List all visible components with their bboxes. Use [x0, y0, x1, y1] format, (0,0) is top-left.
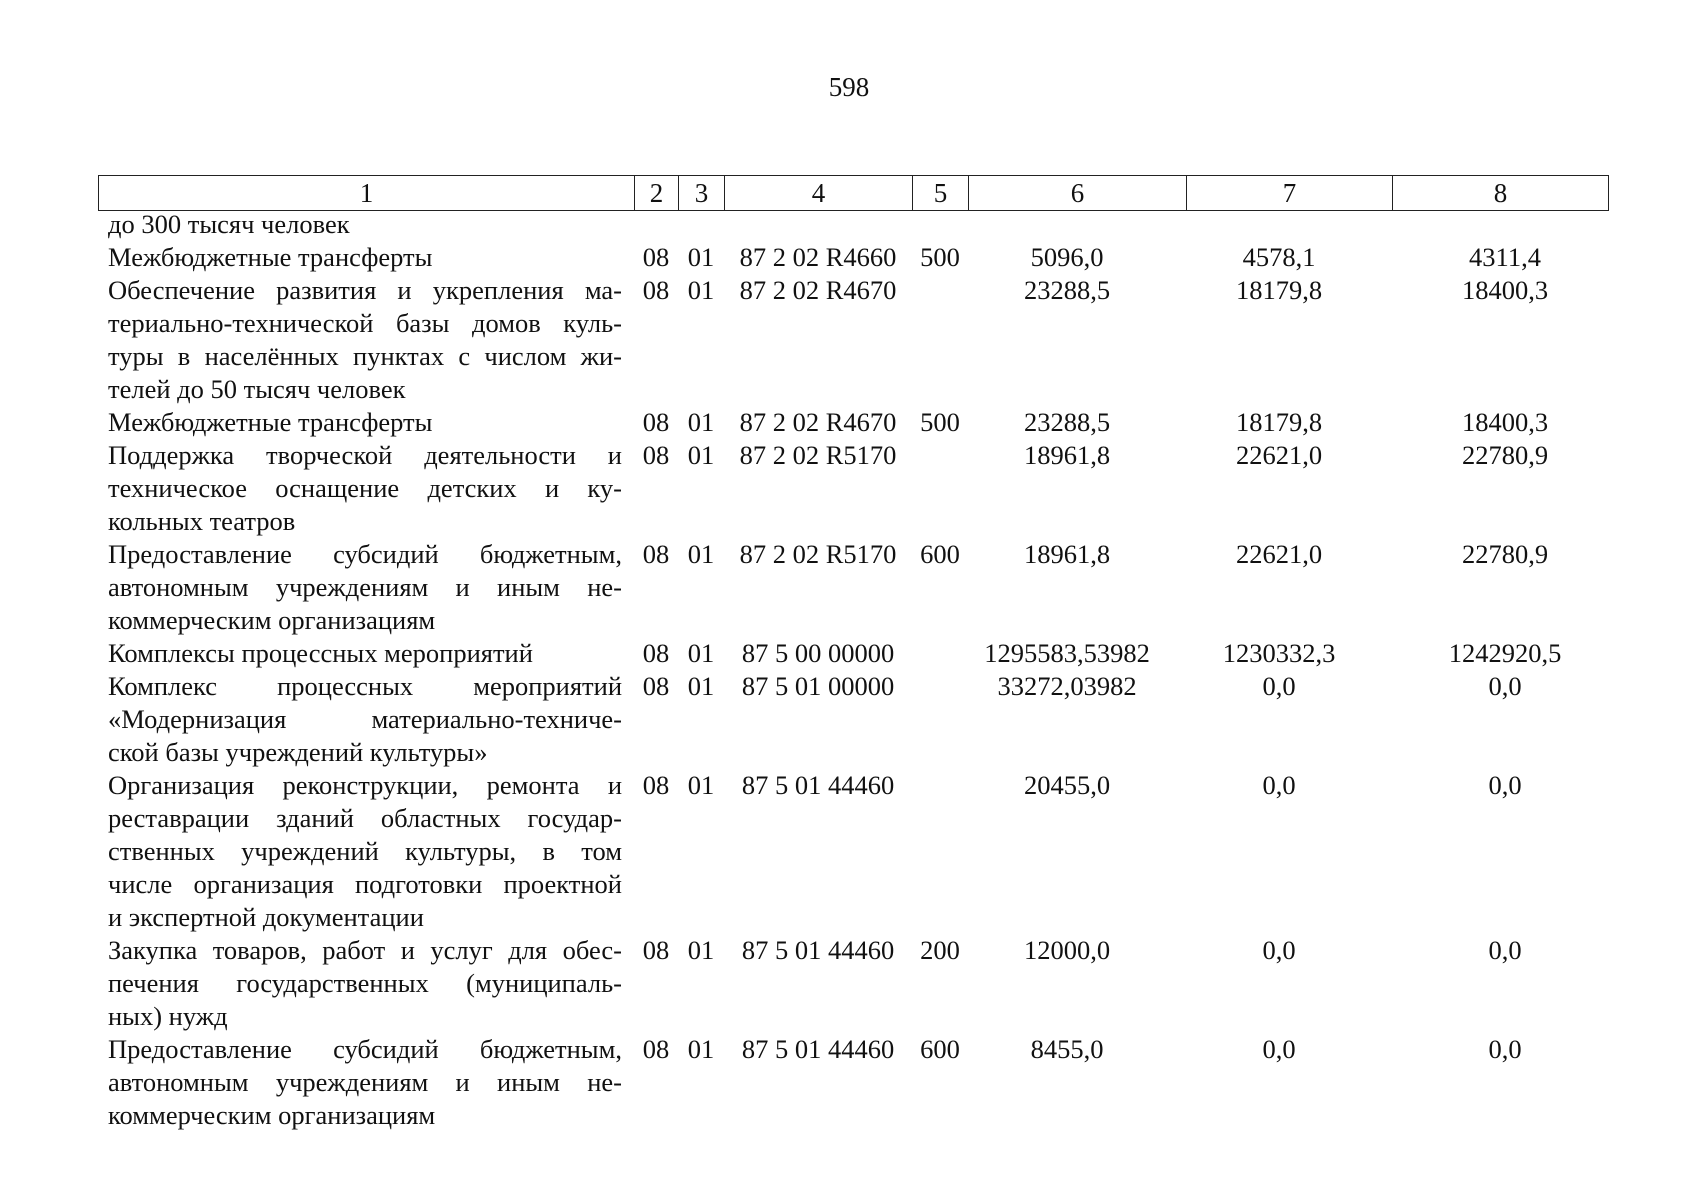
budget-table: [98, 208, 1608, 1132]
section-code-cell: 08: [642, 539, 670, 569]
amount-year2-cell: 0,0: [1262, 935, 1296, 965]
row-name-cell: [98, 538, 634, 637]
expense-type-cell: 600: [920, 1034, 960, 1064]
subsection-code-cell: 01: [687, 539, 715, 569]
row-name-cell: [98, 208, 634, 241]
row-name-line: реставрации зданий областных государ-: [108, 803, 622, 833]
amount-year3-cell: 1242920,5: [1448, 638, 1562, 668]
table-row: [98, 208, 1608, 241]
row-name-line: Обеспечение развития и укрепления ма-: [108, 275, 622, 305]
column-number-row: [99, 176, 1609, 211]
row-name-line: Межбюджетные трансферты: [108, 407, 433, 437]
section-code-cell: 08: [642, 638, 670, 668]
row-name-line: Организация реконструкции, ремонта и: [108, 770, 622, 800]
row-name-line: телей до 50 тысяч человек: [108, 374, 406, 404]
expense-type-cell: 500: [920, 242, 960, 272]
row-name-line: коммерческим организациям: [108, 605, 436, 635]
subsection-code-cell: 01: [687, 407, 715, 437]
row-name-line: автономным учреждениям и иным не-: [108, 1067, 622, 1097]
section-code-cell: 08: [642, 935, 670, 965]
row-name-line: ных) нужд: [108, 1001, 228, 1031]
target-article-cell: 87 5 01 44460: [741, 1034, 895, 1064]
amount-year1-cell: 12000,0: [1023, 935, 1111, 965]
expense-type-cell: [912, 439, 968, 538]
table-row: [98, 538, 1608, 637]
amount-year2-cell: 4578,1: [1242, 242, 1316, 272]
target-article-cell: 87 2 02 R4660: [739, 242, 897, 272]
target-article-cell: 87 5 01 44460: [741, 935, 895, 965]
table-row: [98, 406, 1608, 439]
column-number-cell: 4: [725, 176, 913, 211]
table-row: [98, 274, 1608, 406]
section-code-cell: [634, 208, 678, 241]
subsection-code-cell: 01: [687, 770, 715, 800]
subsection-code-cell: 01: [687, 275, 715, 305]
amount-year3-cell: 18400,3: [1461, 407, 1549, 437]
row-name-line: до 300 тысяч человек: [108, 209, 350, 239]
amount-year3-cell: 4311,4: [1469, 242, 1541, 272]
row-name-line: и экспертной документации: [108, 902, 424, 932]
row-name-cell: [98, 439, 634, 538]
target-article-cell: 87 5 01 00000: [741, 671, 895, 701]
row-name-cell: [98, 274, 634, 406]
table-row: [98, 1033, 1608, 1132]
target-article-cell: 87 5 01 44460: [741, 770, 895, 800]
row-name-line: туры в населённых пунктах с числом жи-: [108, 341, 622, 371]
amount-year2-cell: 18179,8: [1235, 407, 1323, 437]
amount-year1-cell: 8455,0: [1030, 1034, 1104, 1064]
amount-year3-cell: 0,0: [1488, 770, 1522, 800]
amount-year1-cell: 1295583,53982: [984, 638, 1150, 668]
table-row: [98, 769, 1608, 934]
amount-year2-cell: 1230332,3: [1222, 638, 1336, 668]
table-row: [98, 241, 1608, 274]
section-code-cell: 08: [642, 275, 670, 305]
amount-year2-cell: 0,0: [1262, 770, 1296, 800]
amount-year3-cell: 18400,3: [1461, 275, 1549, 305]
expense-type-cell: [912, 670, 968, 769]
row-name-line: Поддержка творческой деятельности и: [108, 440, 622, 470]
expense-type-cell: [912, 637, 968, 670]
row-name-cell: [98, 769, 634, 934]
amount-year2-cell: 0,0: [1262, 671, 1296, 701]
table-row: [98, 637, 1608, 670]
column-header-table: [98, 175, 1609, 211]
subsection-code-cell: 01: [687, 935, 715, 965]
target-article-cell: 87 2 02 R5170: [739, 539, 897, 569]
column-number-cell: 3: [679, 176, 725, 211]
target-article-cell: 87 2 02 R4670: [739, 407, 897, 437]
row-name-cell: [98, 670, 634, 769]
table-body: [98, 208, 1608, 1132]
amount-year2-cell: 22621,0: [1235, 440, 1323, 470]
target-article-cell: 87 2 02 R4670: [739, 275, 897, 305]
row-name-line: техническое оснащение детских и ку-: [108, 473, 622, 503]
amount-year3-cell: 0,0: [1488, 1034, 1522, 1064]
column-number-cell: 1: [99, 176, 635, 211]
amount-year1-cell: 5096,0: [1030, 242, 1104, 272]
amount-year1-cell: 23288,5: [1023, 407, 1111, 437]
row-name-cell: [98, 1033, 634, 1132]
row-name-cell: [98, 637, 634, 670]
amount-year3-cell: [1392, 208, 1608, 241]
amount-year2-cell: 18179,8: [1235, 275, 1323, 305]
expense-type-cell: [912, 208, 968, 241]
row-name-cell: [98, 934, 634, 1033]
row-name-line: Предоставление субсидий бюджетным,: [108, 1034, 622, 1064]
row-name-line: Комплексы процессных мероприятий: [108, 638, 533, 668]
amount-year2-cell: 0,0: [1262, 1034, 1296, 1064]
expense-type-cell: [912, 769, 968, 934]
section-code-cell: 08: [642, 440, 670, 470]
expense-type-cell: [912, 274, 968, 406]
row-name-line: Предоставление субсидий бюджетным,: [108, 539, 622, 569]
row-name-line: печения государственных (муниципаль-: [108, 968, 622, 998]
subsection-code-cell: 01: [687, 440, 715, 470]
column-number-cell: 7: [1187, 176, 1393, 211]
amount-year1-cell: 20455,0: [1023, 770, 1111, 800]
amount-year2-cell: [1186, 208, 1392, 241]
row-name-cell: [98, 406, 634, 439]
target-article-cell: [724, 208, 912, 241]
amount-year3-cell: 22780,9: [1461, 440, 1549, 470]
row-name-line: «Модернизация материально-техниче-: [108, 704, 622, 734]
amount-year3-cell: 0,0: [1488, 671, 1522, 701]
column-number-cell: 6: [969, 176, 1187, 211]
column-number-cell: 8: [1393, 176, 1609, 211]
row-name-line: Комплекс процессных мероприятий: [108, 671, 622, 701]
table-row: [98, 670, 1608, 769]
amount-year1-cell: 33272,03982: [997, 671, 1137, 701]
table-row: [98, 934, 1608, 1033]
column-number-cell: 2: [635, 176, 679, 211]
section-code-cell: 08: [642, 242, 670, 272]
subsection-code-cell: 01: [687, 671, 715, 701]
row-name-line: числе организация подготовки проектной: [108, 869, 622, 899]
amount-year2-cell: 22621,0: [1235, 539, 1323, 569]
row-name-line: Межбюджетные трансферты: [108, 242, 433, 272]
amount-year1-cell: 23288,5: [1023, 275, 1111, 305]
section-code-cell: 08: [642, 671, 670, 701]
page-number: 598: [828, 72, 870, 102]
target-article-cell: 87 5 00 00000: [741, 638, 895, 668]
row-name-line: ственных учреждений культуры, в том: [108, 836, 622, 866]
row-name-line: кольных театров: [108, 506, 296, 536]
row-name-line: териально-технической базы домов куль-: [108, 308, 622, 338]
target-article-cell: 87 2 02 R5170: [739, 440, 897, 470]
row-name-cell: [98, 241, 634, 274]
expense-type-cell: 600: [920, 539, 960, 569]
column-number-cell: 5: [913, 176, 969, 211]
row-name-line: автономным учреждениям и иным не-: [108, 572, 622, 602]
amount-year1-cell: [968, 208, 1186, 241]
amount-year1-cell: 18961,8: [1023, 539, 1111, 569]
subsection-code-cell: 01: [687, 1034, 715, 1064]
amount-year3-cell: 22780,9: [1461, 539, 1549, 569]
row-name-line: ской базы учреждений культуры»: [108, 737, 488, 767]
row-name-line: Закупка товаров, работ и услуг для обес-: [108, 935, 622, 965]
amount-year1-cell: 18961,8: [1023, 440, 1111, 470]
table-row: [98, 439, 1608, 538]
section-code-cell: 08: [642, 1034, 670, 1064]
subsection-code-cell: [678, 208, 724, 241]
expense-type-cell: 200: [920, 935, 960, 965]
row-name-line: коммерческим организациям: [108, 1100, 436, 1130]
section-code-cell: 08: [642, 770, 670, 800]
subsection-code-cell: 01: [687, 638, 715, 668]
expense-type-cell: 500: [920, 407, 960, 437]
section-code-cell: 08: [642, 407, 670, 437]
amount-year3-cell: 0,0: [1488, 935, 1522, 965]
subsection-code-cell: 01: [687, 242, 715, 272]
